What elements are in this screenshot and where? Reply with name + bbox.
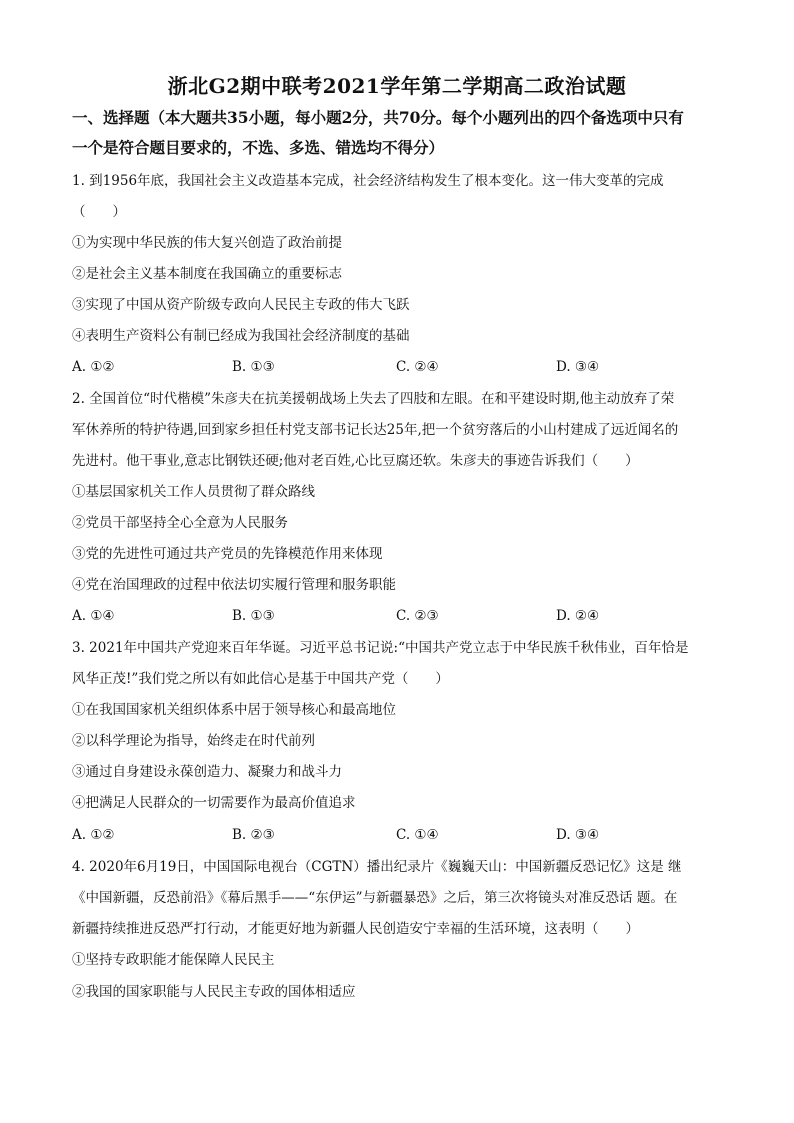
q3-option-d[interactable]: D. ③④ (556, 827, 600, 843)
q2-statement-4: ④党在治国理政的过程中依法切实履行管理和服务职能 (72, 577, 396, 593)
q1-statement-2: ②是社会主义基本制度在我国确立的重要标志 (72, 266, 342, 282)
q1-statement-1: ①为实现中华民族的伟大复兴创造了政治前提 (72, 235, 342, 251)
q2-option-d[interactable]: D. ②④ (556, 608, 600, 624)
q1-stem-line2: （ ） (72, 204, 126, 220)
exam-title: 浙北G2期中联考2021学年第二学期高二政治试题 (167, 74, 627, 98)
q2-stem-line1: 2. 全国首位“时代楷模”朱彦夫在抗美援朝战场上失去了四肢和左眼。在和平建设时期,他主动放弃了荣 (72, 391, 675, 407)
q3-option-b[interactable]: B. ②③ (232, 827, 275, 843)
q2-option-a[interactable]: A. ①④ (72, 608, 115, 624)
q2-statement-2: ②党员干部坚持全心全意为人民服务 (72, 515, 288, 531)
q4-stem-line3: 新疆持续推进反恐严打行动，才能更好地为新疆人民创造安宁幸福的生活环境，这表明（ ） (72, 921, 639, 937)
q3-stem-line1: 3. 2021年中国共产党迎来百年华诞。习近平总书记说:“中国共产党立志于中华民族千秋伟业，百年恰是 (72, 640, 689, 656)
q3-statement-4: ④把满足人民群众的一切需要作为最高价值追求 (72, 795, 356, 811)
section-heading-line1: 一、选择题（本大题共35小题，每小题2分，共70分。每个小题列出的四个备选项中只有 (72, 108, 684, 127)
q3-statement-1: ①在我国国家机关组织体系中居于领导核心和最高地位 (72, 702, 396, 718)
q1-statement-4: ④表明生产资料公有制已经成为我国社会经济制度的基础 (72, 328, 410, 344)
q3-stem-line2: 风华正茂!”我们党之所以有如此信心是基于中国共产党（ ） (72, 671, 449, 687)
q1-stem-line1: 1. 到1956年底，我国社会主义改造基本完成，社会经济结构发生了根本变化。这一伟大变革的完成 (72, 173, 664, 189)
q1-option-d[interactable]: D. ③④ (556, 359, 600, 375)
q1-option-a[interactable]: A. ①② (72, 359, 115, 375)
q4-stem-line1: 4. 2020年6月19日，中国国际电视台（CGTN）播出纪录片《巍巍天山：中国新疆反恐记忆》这是 继 (72, 859, 682, 875)
q3-options (72, 825, 732, 845)
q2-statement-1: ①基层国家机关工作人员贯彻了群众路线 (72, 484, 315, 500)
q4-stem-line2: 《中国新疆，反恐前沿》《幕后黑手——“东伊运”与新疆暴恐》之后，第三次将镜头对准反恐话 题。在 (72, 890, 678, 906)
q2-stem-line3: 先进村。他干事业,意志比钢铁还硬;他对老百姓,心比豆腐还软。朱彦夫的事迹告诉我们（ ） (72, 453, 639, 469)
q1-option-c[interactable]: C. ②④ (396, 359, 439, 375)
q2-stem-line2: 军休养所的特护待遇,回到家乡担任村党支部书记长达25年,把一个贫穷落后的小山村建成了远近闻名的 (72, 422, 679, 438)
q4-statement-2: ②我国的国家职能与人民民主专政的国体相适应 (72, 984, 356, 1000)
q1-statement-3: ③实现了中国从资产阶级专政向人民民主专政的伟大飞跃 (72, 297, 410, 313)
q1-options (72, 357, 732, 377)
q3-option-a[interactable]: A. ①② (72, 827, 115, 843)
q3-option-c[interactable]: C. ①④ (396, 827, 439, 843)
q1-option-b[interactable]: B. ①③ (232, 359, 275, 375)
q3-statement-2: ②以科学理论为指导，始终走在时代前列 (72, 733, 315, 749)
q2-statement-3: ③党的先进性可通过共产党员的先锋模范作用来体现 (72, 546, 383, 562)
q4-statement-1: ①坚持专政职能才能保障人民民主 (72, 952, 275, 968)
q3-statement-3: ③通过自身建设永葆创造力、凝聚力和战斗力 (72, 764, 342, 780)
q2-options (72, 606, 732, 626)
section-heading-line2: 一个是符合题目要求的，不选、多选、错选均不得分） (72, 138, 445, 157)
q2-option-b[interactable]: B. ①③ (232, 608, 275, 624)
q2-option-c[interactable]: C. ②③ (396, 608, 439, 624)
